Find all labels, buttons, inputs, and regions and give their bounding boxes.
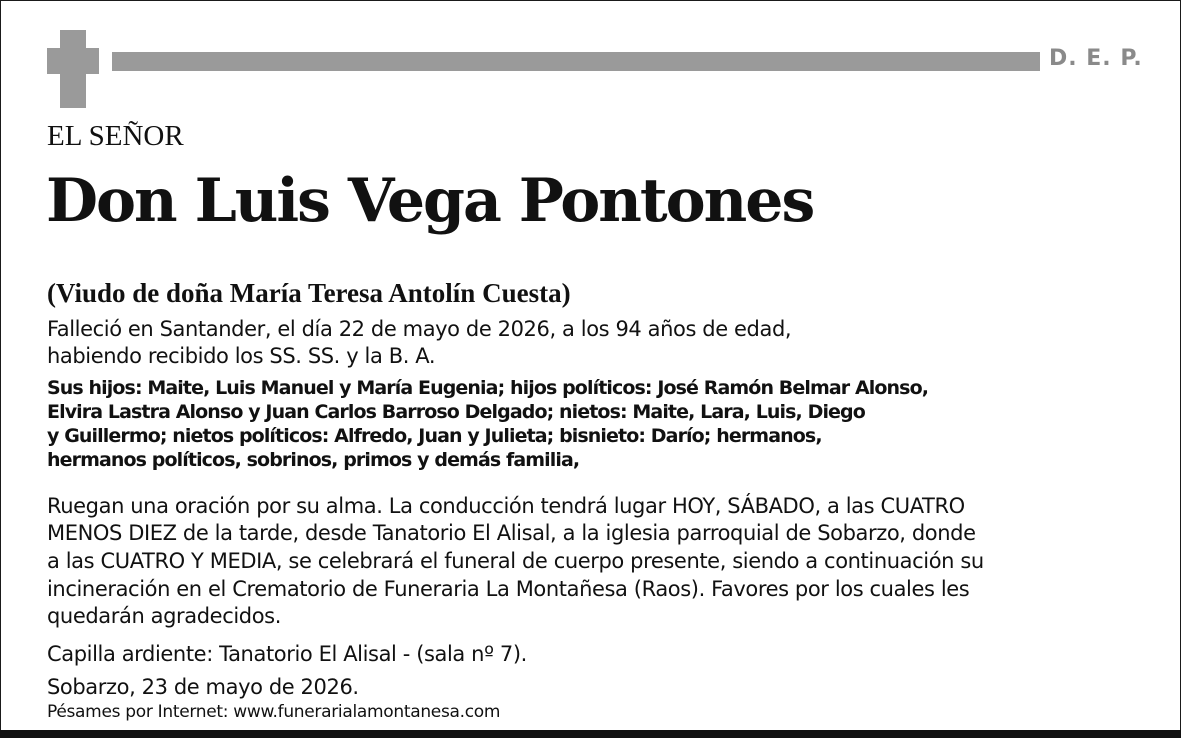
family-line: y Guillermo; nietos políticos: Alfredo, Juan y Julieta; bisnieto: Darío; hermanos, — [47, 425, 822, 447]
spouse-line: (Viudo de doña María Teresa Antolín Cuesta) — [47, 278, 571, 308]
ceremony-line: incineración en el Crematorio de Funeraria La Montañesa (Raos). Favores por los cuales les — [47, 577, 970, 601]
ceremony-line: Ruegan una oración por su alma. La conducción tendrá lugar HOY, SÁBADO, a las CUATRO — [47, 494, 965, 518]
family-line: hermanos políticos, sobrinos, primos y demás familia, — [47, 449, 580, 471]
place-date-line: Sobarzo, 23 de mayo de 2026. — [47, 675, 359, 699]
dep-label: D. E. P. — [1049, 46, 1143, 71]
ceremony-line: quedarán agradecidos. — [47, 604, 281, 628]
chapel-line: Capilla ardiente: Tanatorio El Alisal - (sala nº 7). — [47, 642, 527, 666]
ceremony-line: a las CUATRO Y MEDIA, se celebrará el funeral de cuerpo presente, siendo a continuación su — [47, 549, 984, 573]
deceased-name: Don Luis Vega Pontones — [46, 166, 814, 236]
bottom-border — [0, 730, 1181, 738]
header-rule — [112, 52, 1040, 71]
death-info-line: habiendo recibido los SS. SS. y la B. A. — [47, 344, 436, 368]
family-line: Elvira Lastra Alonso y Juan Carlos Barroso Delgado; nietos: Maite, Lara, Luis, Diego — [47, 401, 865, 423]
cross-icon-arm — [47, 48, 99, 74]
death-info-line: Falleció en Santander, el día 22 de mayo de 2026, a los 94 años de edad, — [47, 317, 792, 341]
ceremony-line: MENOS DIEZ de la tarde, desde Tanatorio El Alisal, a la iglesia parroquial de Sobarzo, donde — [47, 521, 976, 545]
honorific: EL SEÑOR — [47, 120, 184, 152]
condolences-line: Pésames por Internet: www.funerarialamontanesa.com — [47, 702, 501, 722]
family-line: Sus hijos: Maite, Luis Manuel y María Eugenia; hijos políticos: José Ramón Belmar Alonso, — [47, 377, 929, 399]
